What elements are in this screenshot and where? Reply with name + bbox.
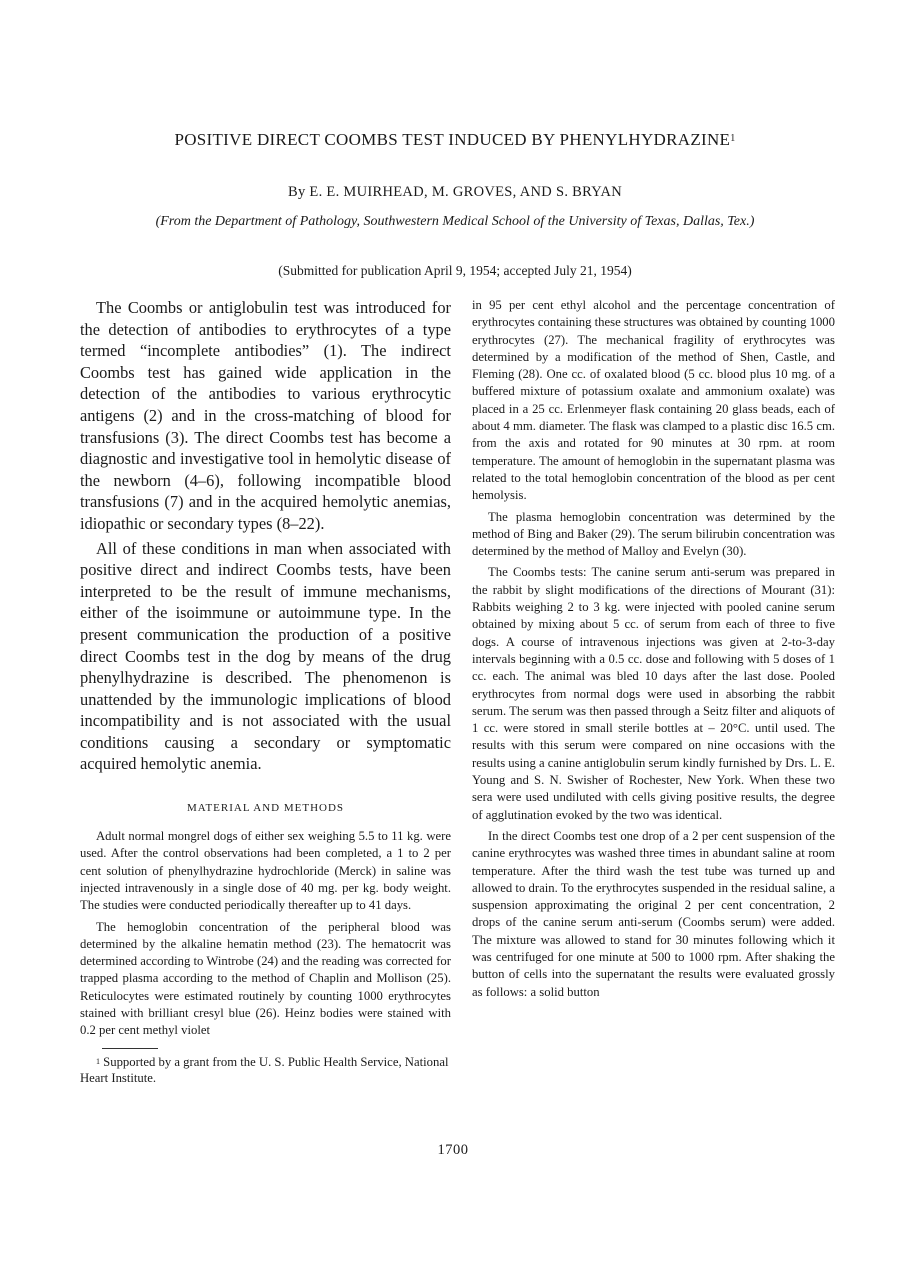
methods-paragraph: Adult normal mongrel dogs of either sex weighing 5.5 to 11 kg. were used. After the control observations had been completed, a 1 to 2 per cent solution of phenylhydrazine hydrochloride (Merck) in saline was injected intravenously in a single dose of 40 mg. per kg. body weight. The studies were conducted periodically thereafter up to 41 days. [80,829,451,913]
footnote-text: Supported by a grant from the U. S. Public Health Service, National Heart Institute. [80,1054,449,1085]
section-heading-methods: MATERIAL AND METHODS [186,802,345,815]
methods-paragraph: The Coombs tests: The canine serum anti-serum was prepared in the rabbit by slight modifications of the directions of Mourant (31): Rabbits weighing 2 to 3 kg. were injected with pooled canine serum obtained by mixing about 5 cc. of serum from each of three to five dogs. A course of intravenous injections was given at 2-to-3-day intervals beginning with a 0.5 cc. dose and following with 5 doses of 1 cc. each. The animal was bled 10 days after the last dose. Pooled erythrocytes from normal dogs were used in absorbing the rabbit serum. The serum was then passed through a Seitz filter and aliquots of 1 cc. were stored in small sterile bottles at – 20°C. until used. The results with this serum were compared on nine occasions with the results using a canine antiglobulin serum kindly furnished by Drs. L. E. Young and S. N. Swisher of Rochester, New York. When these two sera were used undiluted with cells giving positive results, the degree of agglutination evoked by the two was identical. [472,565,835,822]
intro-paragraph: The Coombs or antiglobulin test was introduced for the detection of antibodies to erythrocytes of a type termed “incomplete antibodies” (1). The indirect Coombs test has gained wide application in the detection of the antibodies to various erythrocytic antigens (2) and in the cross-matching of blood for transfusions (3). The direct Coombs test has become a diagnostic and investigative tool in hemolytic disease of the newborn (4–6), following incompatible blood transfusions (7) and in the acquired hemolytic anemias, idiopathic or secondary types (8–22). [80,298,451,533]
methods-paragraph: The hemoglobin concentration of the peripheral blood was determined by the alkaline hematin method (23). The hematocrit was determined according to Wintrobe (24) and the reading was corrected for trapped plasma according to the method of Chaplin and Mollison (25). Reticulocytes were estimated routinely by counting 1000 erythrocytes stained with brilliant cresyl blue (26). Heinz bodies were stained with 0.2 per cent methyl violet [80,919,451,1038]
article-title-text: POSITIVE DIRECT COOMBS TEST INDUCED BY PHENYLHYDRAZINE [174,130,731,149]
methods-paragraph: In the direct Coombs test one drop of a 2 per cent suspension of the canine erythrocytes was washed three times in abundant saline at room temperature. After the third wash the test tube was turned up and allowed to drain. To the erythrocytes suspended in the residual saline, a suspension approximating the original 2 per cent concentration, 2 drops of the canine serum anti-serum (Coombs serum) were added. The mixture was allowed to stand for 30 minutes following which it was centrifuged for one minute at 500 to 1000 rpm. After shaking the button of cells into the supernatant the results were evaluated grossly as follows: a solid button [472,828,835,999]
footnote-mark: 1 [96,1056,100,1066]
author-line: By E. E. MUIRHEAD, M. GROVES, AND S. BRYAN [287,184,623,200]
affiliation: (From the Department of Pathology, Southwestern Medical School of the University of Texas, Dallas, Tex.) [155,214,755,229]
intro-paragraph: All of these conditions in man when associated with positive direct and indirect Coombs tests, have been interpreted to be the result of immune mechanisms, either of the isoimmune or autoimmune type. In the present communication the production of a positive direct Coombs test in the dog by means of the drug phenylhydrazine is described. The phenomenon is unattended by the immunologic implications of blood incompatibility and is not associated with the usual conditions causing a secondary or symptomatic acquired hemolytic anemia. [80,538,451,774]
title-footnote-mark: 1 [730,133,736,144]
submission-dates: (Submitted for publication April 9, 1954; accepted July 21, 1954) [278,263,632,278]
page-number: 1700 [437,1142,469,1158]
article-title [150,130,760,150]
methods-paragraph: The plasma hemoglobin concentration was determined by the method of Bing and Baker (29). The serum bilirubin concentration was determined by the method of Malloy and Evelyn (30). [472,509,835,559]
footnote [80,1054,451,1086]
right-column [472,297,835,1001]
methods-paragraph-continued: in 95 per cent ethyl alcohol and the percentage concentration of erythrocytes containing these structures was obtained by counting 1000 erythrocytes (27). The mechanical fragility of erythrocytes was determined by a modification of the method of Shen, Castle, and Fleming (28). One cc. of oxalated blood (5 cc. blood plus 10 mg. of a buffered mixture of potassium oxalate and ammonium oxalate) was placed in a 25 cc. Erlenmeyer flask containing 20 glass beads, each of about 4 mm. diameter. The flask was clamped to a plastic disc 16.5 cm. from the axis and rotated for 90 minutes at 30 rpm. at room temperature. The amount of hemoglobin in the supernatant plasma was related to the total hemoglobin concentration of the blood as per cent hemolysis. [472,298,835,503]
left-column [80,297,451,1086]
footnote-divider [102,1048,158,1049]
